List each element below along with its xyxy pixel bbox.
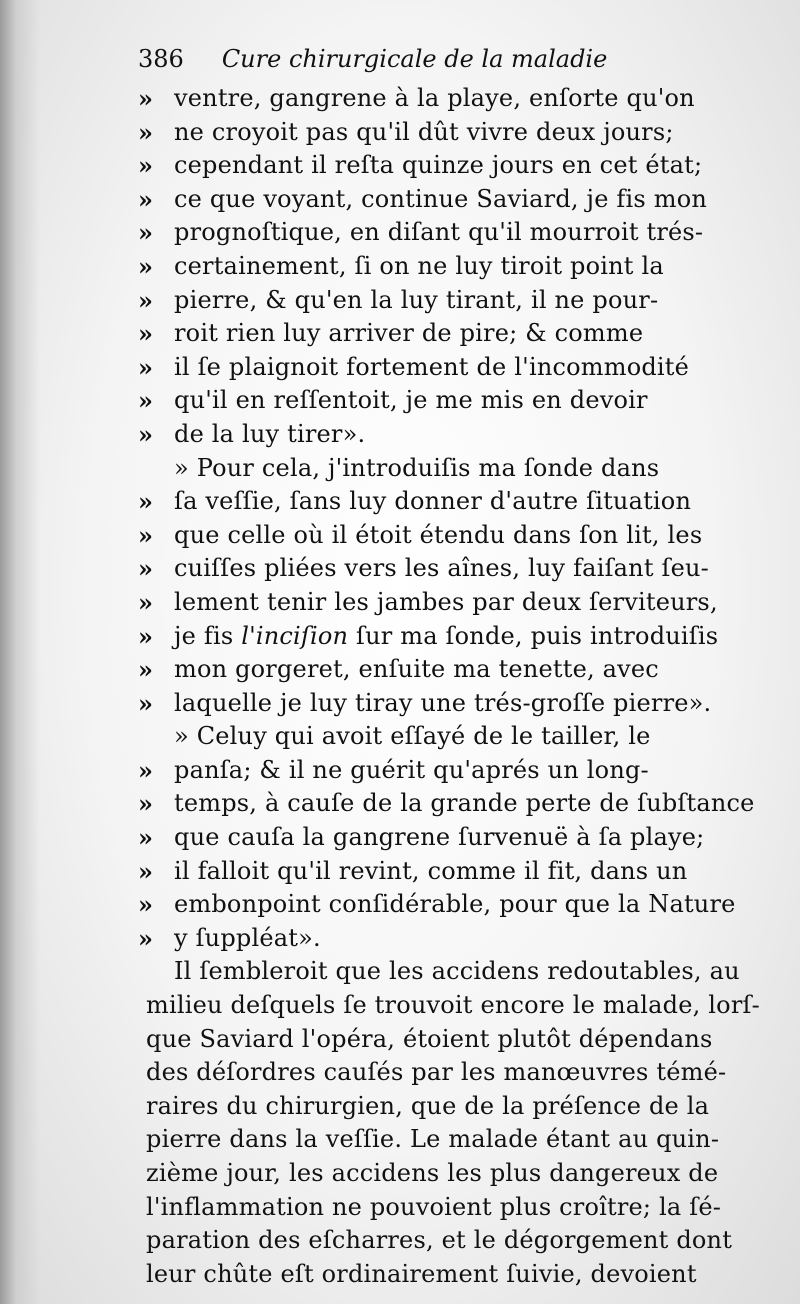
quote-mark: » bbox=[138, 352, 154, 382]
quote-mark: » bbox=[138, 151, 154, 181]
line-text: certainement, ſi on ne luy tiroit point la bbox=[174, 251, 664, 280]
text-line bbox=[138, 485, 768, 519]
quote-mark: » bbox=[138, 789, 154, 819]
line-text: mon gorgeret, enſuite ma tenette, avec bbox=[174, 655, 659, 684]
line-text: ſa veſſie, ſans luy donner d'autre ſituation bbox=[174, 487, 692, 516]
text-line bbox=[138, 955, 768, 989]
quote-mark: » bbox=[138, 285, 154, 315]
text-line bbox=[138, 1090, 768, 1124]
line-text: l'inflammation ne pouvoient plus croître; la ſé- bbox=[146, 1192, 722, 1221]
quote-mark: » bbox=[138, 823, 154, 853]
line-text: raires du chirurgien, que de la préſence de la bbox=[146, 1091, 710, 1120]
line-text: il ſe plaignoit fortement de l'incommodité bbox=[174, 352, 690, 381]
quote-mark: » bbox=[138, 655, 154, 685]
text-line bbox=[138, 183, 768, 217]
text-line bbox=[138, 855, 768, 889]
text-line bbox=[138, 586, 768, 620]
text-line bbox=[138, 82, 768, 116]
text-line bbox=[138, 149, 768, 183]
line-text: il falloit qu'il revint, comme il fit, dans un bbox=[174, 856, 688, 885]
line-text: cuiſſes pliées vers les aînes, luy faiſant ſeu- bbox=[174, 554, 709, 583]
text-line bbox=[138, 418, 768, 452]
line-text: zième jour, les accidens les plus dangereux de bbox=[146, 1159, 719, 1187]
line-text: laquelle je luy tiray une trés-groſſe pierre». bbox=[174, 688, 712, 717]
running-title: Cure chirurgicale de la maladie bbox=[221, 45, 608, 73]
text-line bbox=[138, 1157, 768, 1191]
text-line bbox=[138, 250, 768, 284]
quote-mark: » bbox=[138, 554, 154, 584]
page-number: 386 bbox=[138, 45, 184, 73]
text-line bbox=[138, 384, 768, 418]
text-line bbox=[138, 216, 768, 250]
text-line bbox=[138, 687, 768, 721]
text-line bbox=[138, 1023, 768, 1057]
line-text: ventre, gangrene à la playe, enſorte qu'on bbox=[174, 84, 695, 112]
quote-mark: » bbox=[138, 587, 154, 617]
text-line bbox=[138, 653, 768, 687]
text-line bbox=[138, 821, 768, 855]
text-line bbox=[138, 116, 768, 150]
text-line bbox=[138, 1191, 768, 1225]
text-line bbox=[138, 787, 768, 821]
text-line bbox=[138, 1123, 768, 1157]
line-text: milieu deſquels ſe trouvoit encore le malade, lorſ- bbox=[146, 991, 760, 1020]
quote-mark: » bbox=[138, 856, 154, 886]
text-line bbox=[138, 620, 768, 654]
text-line bbox=[138, 284, 768, 318]
line-text: leur chûte eſt ordinairement ſuivie, devoient bbox=[146, 1259, 697, 1288]
line-text: lement tenir les jambes par deux ſerviteurs, bbox=[174, 587, 718, 616]
running-header bbox=[138, 36, 768, 82]
quote-mark: » bbox=[138, 419, 154, 449]
text-line bbox=[138, 1224, 768, 1258]
quote-mark: » bbox=[138, 688, 154, 718]
quote-mark: » bbox=[138, 184, 154, 214]
line-text: que celle où il étoit étendu dans ſon lit, les bbox=[174, 520, 703, 549]
text-line bbox=[138, 452, 768, 486]
text-line bbox=[138, 922, 768, 956]
line-text: Il ſembleroit que les accidens redoutables, au bbox=[174, 957, 740, 986]
line-text: pierre, & qu'en la luy tirant, il ne pour- bbox=[174, 285, 659, 314]
quote-mark: » bbox=[138, 218, 154, 248]
line-text: que cauſa la gangrene ſurvenuë à ſa playe; bbox=[174, 823, 705, 852]
line-text: » Celuy qui avoit eſſayé de le tailler, le bbox=[174, 722, 651, 751]
text-line bbox=[138, 317, 768, 351]
quote-mark: » bbox=[138, 755, 154, 785]
quote-mark: » bbox=[138, 117, 154, 147]
quote-mark: » bbox=[138, 84, 154, 113]
line-text: y ſuppléat». bbox=[174, 923, 321, 952]
line-text: embonpoint conſidérable, pour que la Nature bbox=[174, 890, 736, 919]
line-text bbox=[138, 620, 718, 654]
quote-mark: » bbox=[138, 520, 154, 550]
line-text: pierre dans la veſſie. Le malade étant au quin- bbox=[146, 1125, 720, 1154]
italic-term: l'inciſion bbox=[241, 621, 349, 650]
quote-mark: » bbox=[138, 251, 154, 281]
line-text: paration des eſcharres, et le dégorgement dont bbox=[146, 1226, 733, 1255]
text-line bbox=[138, 552, 768, 586]
line-text: roit rien luy arriver de pire; & comme bbox=[174, 319, 644, 348]
gutter-shadow bbox=[0, 0, 40, 1304]
line-text-segment: je fis bbox=[174, 621, 242, 650]
quote-mark: » bbox=[138, 621, 154, 651]
line-text: ce que voyant, continue Saviard, je fis mon bbox=[174, 184, 708, 213]
line-text: temps, à cauſe de la grande perte de ſubſtance bbox=[174, 789, 755, 818]
quote-mark: » bbox=[138, 890, 154, 920]
text-line bbox=[138, 1056, 768, 1090]
text-lines bbox=[138, 82, 768, 1291]
line-text: qu'il en reſſentoit, je me mis en devoir bbox=[174, 386, 648, 415]
text-line bbox=[138, 754, 768, 788]
line-text: cependant il reſta quinze jours en cet état; bbox=[174, 151, 703, 180]
line-text: prognoſtique, en diſant qu'il mourroit trés- bbox=[174, 218, 704, 247]
line-text: panſa; & il ne guérit qu'aprés un long- bbox=[174, 755, 649, 784]
text-line bbox=[138, 1258, 768, 1292]
quote-mark: » bbox=[138, 319, 154, 349]
line-text: de la luy tirer». bbox=[174, 419, 366, 448]
text-line bbox=[138, 351, 768, 385]
text-line bbox=[138, 720, 768, 754]
page-text-block bbox=[138, 36, 768, 1291]
line-text: ne croyoit pas qu'il dût vivre deux jours; bbox=[174, 117, 674, 146]
text-line bbox=[138, 989, 768, 1023]
line-text: » Pour cela, j'introduiſis ma ſonde dans bbox=[174, 453, 660, 482]
text-line bbox=[138, 519, 768, 553]
line-text: des déſordres cauſés par les manœuvres témé- bbox=[146, 1058, 727, 1087]
quote-mark: » bbox=[138, 386, 154, 416]
line-text: que Saviard l'opéra, étoient plutôt dépendans bbox=[146, 1024, 713, 1053]
text-line bbox=[138, 888, 768, 922]
quote-mark: » bbox=[138, 923, 154, 953]
line-text-segment: ſur ma ſonde, puis introduiſis bbox=[348, 621, 719, 650]
quote-mark: » bbox=[138, 487, 154, 517]
